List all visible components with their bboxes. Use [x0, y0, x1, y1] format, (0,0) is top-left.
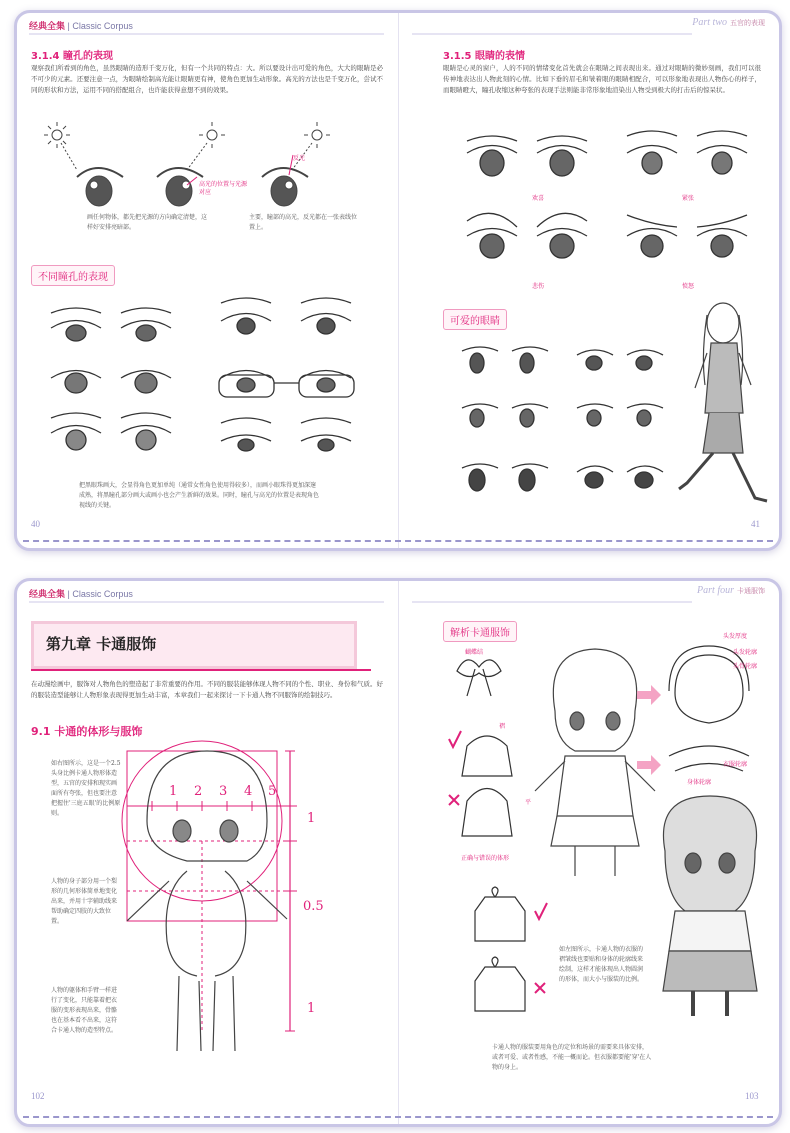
page-gutter	[398, 13, 399, 548]
page-number-40: 40	[31, 519, 40, 529]
head-count-2: 2	[194, 784, 203, 799]
top-spread	[14, 10, 782, 551]
page-gutter	[398, 581, 399, 1124]
page-number-41: 41	[751, 519, 760, 529]
header-rule-right	[412, 33, 692, 35]
logo: 经典全集	[29, 589, 66, 599]
header-rule-right	[412, 601, 692, 603]
flat-label: 平	[525, 799, 532, 806]
eye-expressions-diagram	[457, 131, 767, 281]
scale-label-head: 1	[307, 811, 316, 826]
bottom-spread	[14, 578, 782, 1127]
expression-label-angry: 愤怒	[682, 283, 695, 290]
header-left: 经典全集 | Classic Corpus	[29, 21, 133, 31]
subtitle-clothing-analysis: 解析卡通服饰	[443, 621, 517, 642]
chapter-intro: 在动漫绘画中，服饰对人物角色的塑造起了非常重要的作用。不同的服装能够体现人物不同的个性、职业、身份和气质。好的服装造型能够让人物形象表现得更加生动丰富，本章我们一起来探讨一下卡通人物不同服饰的绘制技巧。	[31, 680, 383, 699]
header-rule-left	[29, 33, 384, 35]
head-count-3: 3	[219, 784, 228, 799]
expression-label-joy: 欢喜	[532, 195, 545, 202]
head-count-1: 1	[169, 784, 178, 799]
part-cn-label: 五官的表现	[730, 19, 765, 27]
scale-label-torso: 0.5	[303, 899, 324, 914]
highlight-label: 高光的位置与光源对应	[199, 181, 248, 196]
caption-body-shape: 人物的身子部分用一个梨形的几何形体简单地变化出来，并用十字辅助线来帮助确定四肢的大致位置。	[51, 878, 118, 925]
chapter-underline	[31, 669, 371, 671]
bottom-dashed-border	[23, 540, 773, 542]
hair-outline-label: 头发轮廓	[733, 649, 758, 656]
shirt-fold-sketches	[455, 881, 555, 1021]
scale-label-legs: 1	[307, 1001, 316, 1016]
cute-eyes-grid	[457, 343, 667, 513]
page-number-102: 102	[31, 1091, 45, 1101]
chibi-girl-uniform	[645, 791, 775, 1021]
hairband-and-collar-diagram	[639, 631, 779, 781]
bow-label: 蝴蝶结	[465, 649, 484, 656]
fold-label: 褶	[499, 723, 506, 730]
expression-label-sad: 悲伤	[532, 283, 545, 290]
skull-outline-label: 头骨轮廓	[733, 663, 758, 670]
subtitle-cute-eyes: 可爱的眼睛	[443, 309, 507, 330]
subtitle-pupils: 不同瞳孔的表现	[31, 265, 115, 286]
series-name: Classic Corpus	[72, 589, 133, 599]
header-left: 经典全集 | Classic Corpus	[29, 589, 133, 599]
cloth-outline-label: 衣服轮廓	[723, 761, 748, 768]
header-rule-left	[29, 601, 384, 603]
part-cn-label: 卡通服饰	[737, 587, 765, 595]
bottom-dashed-border	[23, 1116, 773, 1118]
caption-clothing-fit: 卡通人物的服装要用角色的定位和场景的需要来具体安排，或者可爱、或者性感，不能一概而论。但衣服都要能'穿'在人物的身上。	[492, 1044, 652, 1071]
pupil-variations-grid	[41, 293, 381, 483]
head-count-4: 4	[244, 784, 253, 799]
eye-highlight-diagram	[37, 125, 387, 215]
body-shape-label: 正确与错误的体形	[461, 855, 510, 862]
part-label: Part two	[692, 17, 727, 28]
part-label: Part four	[697, 585, 734, 596]
section-title-315: 3.1.5 眼睛的表情	[443, 51, 525, 62]
caption-pupils: 把黑眼珠画大，会显得角色更加单纯（通常女性角色使用得较多），而画小眼珠得更加深邃成熟，将黑瞳孔部分画大或画小也会产生新鲜的效果。同时，瞳孔与高光的位置是表现角色视线的关键。	[79, 482, 320, 509]
section-title-91: 9.1 卡通的体形与服饰	[31, 725, 143, 738]
series-name: Classic Corpus	[72, 21, 133, 31]
hair-thickness-label: 头发厚度	[723, 633, 748, 640]
clothing-detail-sketches	[447, 651, 527, 861]
logo: 经典全集	[29, 21, 66, 31]
chapter-title: 第九章 卡通服饰	[46, 635, 157, 653]
page-number-103: 103	[745, 1091, 759, 1101]
header-right	[697, 585, 765, 596]
section-title-314: 3.1.4 瞳孔的表现	[31, 51, 113, 62]
body-text-315: 眼睛是心灵的窗户，人的不同的情绪变化首先就会在眼睛之间表现出来。通过对眼睛的微妙刻画，我们可以很传神地表达出人物此刻的心情。比如下垂的眉毛和皱着眼的眼睛相配合，可以形象地表现出人物伤心的样子，而眼睛瞪大，瞳孔收缩这种夸张的表现手法则能非常形象地渲染出人物受到极大的打击后的惊呆状。	[443, 64, 761, 94]
chapter-heading-box	[31, 621, 357, 669]
caption-reflect: 主要，瞳部的高光，反光都在一张表线位置上。	[249, 214, 358, 231]
header-right	[692, 17, 765, 28]
caption-head-ratio: 如右图所示，这是一个2.5头身比例卡通人物形体造型，五官的安排和现实画面所有夸张，但也要注意把握住'三庭五眼'的比例原则。	[51, 760, 121, 817]
body-text-314: 观察我们所看到的角色，虽然眼睛的造形千变万化，但有一个共同的特点：大。所以要设计出可爱的角色，大大的眼睛是必不可少的元素。还要注意一点，为眼睛绘制高光能让眼睛更有神，使角色更加生动形象。高光的方法也是千变万化，尝试不同的形状和方法，运用不同的搭配组合，也许能获得意想不到的效果。	[31, 64, 383, 94]
caption-light: 画任何物体，都先把光源的方向确定清楚，这样好安排亮暗部。	[87, 214, 208, 231]
head-count-5: 5	[268, 784, 277, 799]
expression-label-tense: 紧张	[682, 195, 695, 202]
caption-limbs: 人物的躯体和手臂一样进行了变化，只能靠着把衣服的变形表现出来，骨骼也在基本看不出来，这符合卡通人物的造型特点。	[51, 987, 118, 1034]
reflect-label: 反光	[293, 155, 306, 162]
body-outline-label: 身体轮廓	[687, 779, 712, 786]
running-girl-illustration	[665, 293, 775, 523]
caption-fold-lines: 如左图所示，卡通人物的衣服的褶皱线也要贴和身体的轮廓线来绘制，这样才能体现出人物圆润的形体，而大小与服装的比例。	[559, 946, 644, 983]
